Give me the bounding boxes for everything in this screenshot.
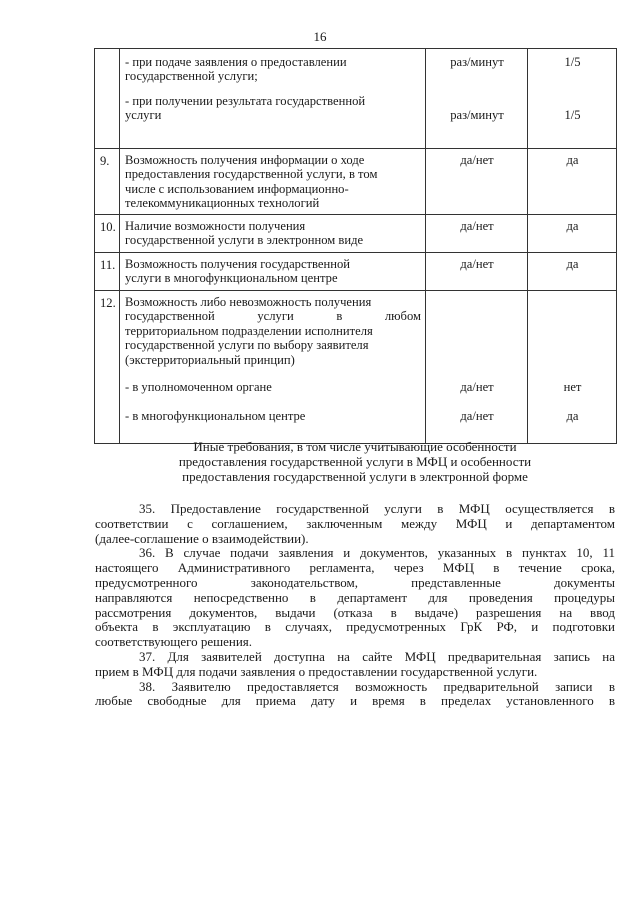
table-row xyxy=(95,291,617,444)
row-text-line: - при подаче заявления о предоставлении xyxy=(125,55,347,69)
norm-value: 1/5 xyxy=(564,108,581,123)
row-number-cell xyxy=(95,253,120,291)
paragraph-line: прием в МФЦ для подачи заявления о предоставлении государственной услуги. xyxy=(95,664,538,679)
value-cell xyxy=(528,291,617,444)
norm-value: да xyxy=(566,153,579,167)
unit-cell xyxy=(426,253,528,291)
unit-value: да/нет xyxy=(460,409,494,424)
row-text-line: государственной услуги в любом xyxy=(125,309,421,324)
unit-cell xyxy=(426,149,528,215)
norm-value: да xyxy=(566,409,579,424)
row-text-cell xyxy=(120,291,426,444)
unit-value: да/нет xyxy=(460,153,494,167)
row-text-line: Возможность получения государственной xyxy=(125,257,351,271)
paragraph-line: направляются непосредственно в департамент для проведения процедуры xyxy=(95,590,615,605)
unit-value: да/нет xyxy=(460,380,494,394)
value-cell xyxy=(528,253,617,291)
row-text-line: услуги в многофункциональном центре xyxy=(125,271,338,286)
row-text-line: Возможность либо невозможность получения xyxy=(125,295,372,309)
row-number: 12. xyxy=(100,296,116,310)
row-number-cell xyxy=(95,49,120,149)
row-text-line: Возможность получения информации о ходе xyxy=(125,153,365,167)
unit-value: раз/минут xyxy=(450,108,504,123)
row-text-line: территориальном подразделении исполнителя xyxy=(125,323,373,338)
paragraph-38 xyxy=(95,680,615,710)
section-heading-line: предоставления государственной услуги в МФЦ и особенности xyxy=(178,453,532,469)
paragraph-line: любые свободные для приема дату и время в пределах установленного в xyxy=(95,694,615,709)
paragraph-37 xyxy=(95,650,615,680)
norm-value: да xyxy=(566,257,579,271)
norm-value: 1/5 xyxy=(564,55,581,69)
paragraph-36 xyxy=(95,546,615,650)
row-number: 11. xyxy=(100,258,116,272)
row-text-line: телекоммуникационных технологий xyxy=(125,196,320,211)
row-number: 10. xyxy=(100,220,116,234)
row-text-line: государственной услуги; xyxy=(125,69,258,84)
norm-value: да xyxy=(566,219,579,233)
unit-value: да/нет xyxy=(460,219,494,233)
paragraph-line: 37. Для заявителей доступна на сайте МФЦ предварительная запись на xyxy=(139,649,615,664)
paragraph-line: 38. Заявителю предоставляется возможность предварительной записи в xyxy=(139,679,615,694)
paragraph-line: (далее-соглашение о взаимодействии). xyxy=(95,531,309,546)
row-number-cell xyxy=(95,149,120,215)
section-heading-line: Иные требования, в том числе учитывающие особенности xyxy=(193,439,517,454)
paragraph-line: настоящего Административного регламента, через МФЦ в течение срока, xyxy=(95,561,615,576)
unit-cell xyxy=(426,215,528,253)
row-text-line: предоставления государственной услуги, в том xyxy=(125,167,378,182)
row-text-cell xyxy=(120,215,426,253)
row-text-line: государственной услуги по выбору заявителя xyxy=(125,338,369,353)
row-text-line: - в уполномоченном органе xyxy=(125,380,272,395)
row-text-line: - в многофункциональном центре xyxy=(125,409,306,424)
row-text-line: - при получении результата государственной xyxy=(125,93,366,108)
unit-value: раз/минут xyxy=(450,55,504,69)
indicators-table xyxy=(94,48,617,444)
value-cell xyxy=(528,215,617,253)
table-row xyxy=(95,149,617,215)
paragraph-line: соответствующего решения. xyxy=(95,635,253,650)
unit-cell xyxy=(426,49,528,149)
row-number: 9. xyxy=(100,154,110,168)
table-row xyxy=(95,253,617,291)
paragraph-line: объекта в эксплуатацию в случаях, предусмотренных ГрК РФ, и подготовки xyxy=(95,620,615,635)
row-text-line: государственной услуги в электронном виде xyxy=(125,233,364,248)
unit-cell xyxy=(426,291,528,444)
page-number: 16 xyxy=(313,29,327,44)
row-text-cell xyxy=(120,49,426,149)
norm-value: нет xyxy=(563,380,582,394)
row-text-cell xyxy=(120,149,426,215)
table-row xyxy=(95,49,617,149)
value-cell xyxy=(528,49,617,149)
section-heading-line: предоставления государственной услуги в электронной форме xyxy=(182,468,528,484)
row-text-line: Наличие возможности получения xyxy=(125,219,306,233)
unit-value: да/нет xyxy=(460,257,494,271)
paragraph-line: 36. В случае подачи заявления и документов, указанных в пунктах 10, 11 xyxy=(139,546,615,561)
paragraph-35 xyxy=(95,502,615,546)
document-body xyxy=(95,502,615,709)
row-text-cell xyxy=(120,253,426,291)
paragraph-line: рассмотрения документов, выдачи (отказа в выдаче) разрешения на ввод xyxy=(95,605,615,620)
paragraph-line: 35. Предоставление государственной услуги в МФЦ осуществляется в xyxy=(139,502,615,516)
row-text-line: числе с использованием информационно- xyxy=(125,181,349,196)
row-text-line: (экстерриториальный принцип) xyxy=(125,352,295,367)
table-row xyxy=(95,215,617,253)
paragraph-line: предусмотренного законодательством, представленные документы xyxy=(95,575,615,590)
section-heading xyxy=(95,440,615,484)
row-text-line: услуги xyxy=(125,108,162,123)
value-cell xyxy=(528,149,617,215)
paragraph-line: соответствии с соглашением, заключенным между МФЦ и департаментом xyxy=(95,516,615,531)
row-number-cell xyxy=(95,215,120,253)
row-number-cell xyxy=(95,291,120,444)
